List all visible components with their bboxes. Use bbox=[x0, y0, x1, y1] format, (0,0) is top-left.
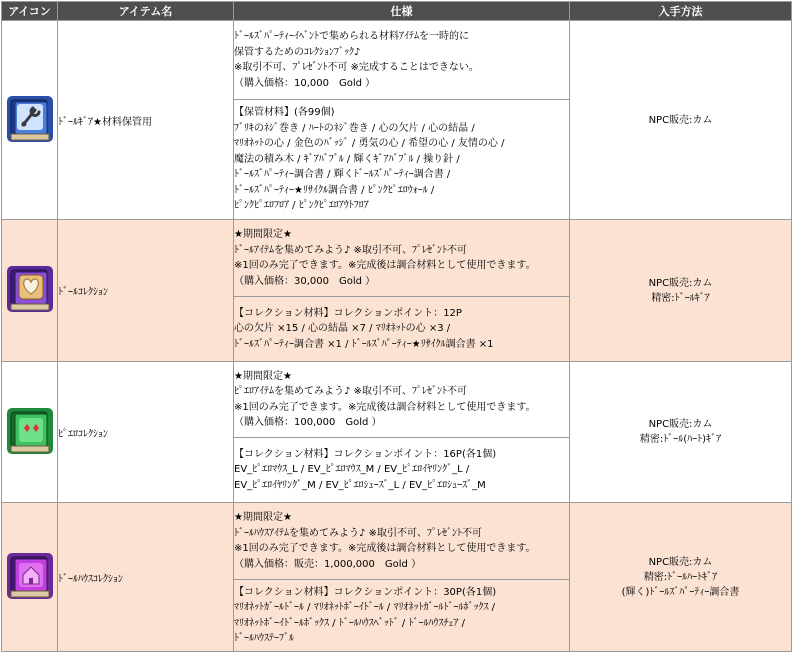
book-wrench-icon bbox=[5, 94, 55, 144]
icon-cell bbox=[2, 362, 58, 503]
item-name: ﾋﾟｴﾛｺﾚｸｼｮﾝ bbox=[58, 362, 234, 503]
acquisition-cell bbox=[570, 503, 792, 652]
item-table bbox=[1, 1, 792, 652]
spec-line: ※1回のみ完了できます。※完成後は調合材料として使用できます。 bbox=[234, 260, 536, 271]
table-row bbox=[2, 503, 792, 580]
table-header-row bbox=[2, 2, 792, 21]
acquisition-cell bbox=[570, 21, 792, 220]
spec-line: ﾄﾞｰﾙﾊｳｽｱｲﾃﾑを集めてみよう♪ ※取引不可、ﾌﾟﾚｾﾞﾝﾄ不可 bbox=[234, 527, 482, 539]
spec-line: 【コレクション材料】コレクションポイント：12P bbox=[234, 307, 462, 319]
acquisition-line: 精密:ﾄﾞｰﾙﾊｰﾄｷﾞｱ bbox=[643, 571, 718, 583]
spec-line: ﾄﾞｰﾙｽﾞﾊﾟｰﾃｨｰ調合書 ×1 / ﾄﾞｰﾙｽﾞﾊﾟｰﾃｨｰ★ﾘｻｲｸﾙ調合書 ×1 bbox=[234, 338, 494, 350]
item-name: ﾄﾞｰﾙｷﾞｱ★材料保管用 bbox=[58, 21, 234, 220]
header-item-name: アイテム名 bbox=[58, 2, 234, 21]
spec-line: 魔法の積み木 / ｷﾞｱﾊﾞﾌﾞﾙ / 輝くｷﾞｱﾊﾞﾌﾞﾙ / 操り針 / bbox=[234, 153, 460, 165]
icon-cell bbox=[2, 21, 58, 220]
acquisition-line: (輝く)ﾄﾞｰﾙｽﾞﾊﾟｰﾃｨｰ調合書 bbox=[621, 586, 740, 598]
acquisition-line: NPC販売:カム bbox=[648, 419, 713, 430]
spec-line: 【保管材料】(各99個) bbox=[234, 107, 335, 119]
spec-line: ﾄﾞｰﾙｽﾞﾊﾟｰﾃｨｰｲﾍﾞﾝﾄで集められる材料ｱｲﾃﾑを一時的に bbox=[234, 31, 469, 42]
spec-description bbox=[234, 220, 570, 297]
spec-line: ※1回のみ完了できます。※完成後は調合材料として使用できます。 bbox=[234, 401, 536, 413]
spec-line: ﾏﾘｵﾈｯﾄｶﾞｰﾙﾄﾞｰﾙ / ﾏﾘｵﾈｯﾄﾎﾞｰｲﾄﾞｰﾙ / ﾏﾘｵﾈｯﾄｶﾞｰﾙﾄﾞｰﾙﾎﾞｯｸｽ / bbox=[234, 602, 496, 613]
spec-line: ※取引不可、ﾌﾟﾚｾﾞﾝﾄ不可 ※完成することはできない。 bbox=[234, 62, 479, 73]
book-clown-icon bbox=[5, 406, 55, 456]
book-heart-icon bbox=[5, 264, 55, 314]
spec-line: EV_ﾋﾟｴﾛｲﾔﾘﾝｸﾞ_M / EV_ﾋﾟｴﾛｼｭｰｽﾞ_L / EV_ﾋﾟｴﾛｼｭｰｽﾞ_M bbox=[234, 479, 486, 491]
spec-line: 保管するためのｺﾚｸｼｮﾝﾌﾞｯｸ♪ bbox=[234, 46, 361, 58]
spec-line: ★期間限定★ bbox=[234, 512, 292, 523]
spec-line: 【コレクション材料】コレクションポイント：16P(各1個) bbox=[234, 448, 497, 460]
spec-materials bbox=[234, 100, 570, 220]
table-row bbox=[2, 362, 792, 438]
spec-line: ※1回のみ完了できます。※完成後は調合材料として使用できます。 bbox=[234, 543, 536, 554]
acquisition-cell bbox=[570, 362, 792, 503]
acquisition-line: NPC販売:カム bbox=[648, 556, 713, 568]
acquisition-line: NPC販売:カム bbox=[648, 114, 713, 126]
spec-line: ﾄﾞｰﾙｱｲﾃﾑを集めてみよう♪ ※取引不可、ﾌﾟﾚｾﾞﾝﾄ不可 bbox=[234, 244, 467, 256]
item-name: ﾄﾞｰﾙﾊｳｽｺﾚｸｼｮﾝ bbox=[58, 503, 234, 652]
spec-line: ﾏﾘｵﾈｯﾄの心 / 金色のﾊﾞｯｼﾞ / 勇気の心 / 希望の心 / 友情の心 / bbox=[234, 138, 505, 150]
spec-line: （購入価格：100,000 Gold ） bbox=[234, 417, 382, 428]
acquisition-line: NPC販売:カム bbox=[648, 277, 713, 289]
spec-description bbox=[234, 362, 570, 438]
spec-description bbox=[234, 503, 570, 580]
spec-line: （購入価格：10,000 Gold ） bbox=[234, 77, 376, 89]
acquisition-line: 精密:ﾄﾞｰﾙ(ﾊｰﾄ)ｷﾞｱ bbox=[639, 434, 722, 445]
spec-line: （購入価格：30,000 Gold ） bbox=[234, 275, 376, 287]
spec-line: ﾋﾟｴﾛｱｲﾃﾑを集めてみよう♪ ※取引不可、ﾌﾟﾚｾﾞﾝﾄ不可 bbox=[234, 386, 467, 397]
spec-line: EV_ﾋﾟｴﾛﾏｳｽ_L / EV_ﾋﾟｴﾛﾏｳｽ_M / EV_ﾋﾟｴﾛｲﾔﾘﾝｸﾞ_L / bbox=[234, 464, 470, 476]
spec-line: ﾄﾞｰﾙｽﾞﾊﾟｰﾃｨｰ★ﾘｻｲｸﾙ調合書 / ﾋﾟﾝｸﾋﾟｴﾛｳｫｰﾙ / bbox=[234, 184, 435, 196]
header-icon: アイコン bbox=[2, 2, 58, 21]
spec-line: ﾄﾞｰﾙﾊｳｽﾃｰﾌﾞﾙ bbox=[234, 633, 294, 644]
book-house-icon bbox=[5, 551, 55, 601]
spec-materials bbox=[234, 580, 570, 652]
spec-line: 心の欠片 ×15 / 心の結晶 ×7 / ﾏﾘｵﾈｯﾄの心 ×3 / bbox=[234, 323, 451, 335]
spec-description bbox=[234, 21, 570, 100]
spec-materials bbox=[234, 438, 570, 503]
spec-line: ﾋﾟﾝｸﾋﾟｴﾛﾌﾛｱ / ﾋﾟﾝｸﾋﾟｴﾛｱｳﾄﾌﾛｱ bbox=[234, 200, 369, 212]
table-row bbox=[2, 220, 792, 297]
spec-line: ★期間限定★ bbox=[234, 370, 292, 382]
spec-line: ﾄﾞｰﾙｽﾞﾊﾟｰﾃｨｰ調合書 / 輝くﾄﾞｰﾙｽﾞﾊﾟｰﾃｨｰ調合書 / bbox=[234, 169, 451, 181]
table-row bbox=[2, 21, 792, 100]
icon-cell bbox=[2, 220, 58, 362]
spec-line: 【コレクション材料】コレクションポイント：30P(各1個) bbox=[234, 586, 497, 598]
spec-materials bbox=[234, 297, 570, 362]
spec-line: （購入価格：販売：1,000,000 Gold ） bbox=[234, 558, 422, 570]
header-acquisition: 入手方法 bbox=[570, 2, 792, 21]
spec-line: ﾏﾘｵﾈｯﾄﾎﾞｰｲﾄﾞｰﾙﾎﾞｯｸｽ / ﾄﾞｰﾙﾊｳｽﾍﾞｯﾄﾞ / ﾄﾞｰﾙﾊｳｽﾁｪｱ / bbox=[234, 617, 466, 629]
acquisition-cell bbox=[570, 220, 792, 362]
acquisition-line: 精密:ﾄﾞｰﾙｷﾞｱ bbox=[651, 292, 710, 304]
header-spec: 仕様 bbox=[234, 2, 570, 21]
spec-line: ★期間限定★ bbox=[234, 229, 292, 240]
icon-cell bbox=[2, 503, 58, 652]
item-name: ﾄﾞｰﾙｺﾚｸｼｮﾝ bbox=[58, 220, 234, 362]
spec-line: ﾌﾞﾘｷのﾈｼﾞ巻き / ﾊｰﾄのﾈｼﾞ巻き / 心の欠片 / 心の結晶 / bbox=[234, 122, 475, 134]
